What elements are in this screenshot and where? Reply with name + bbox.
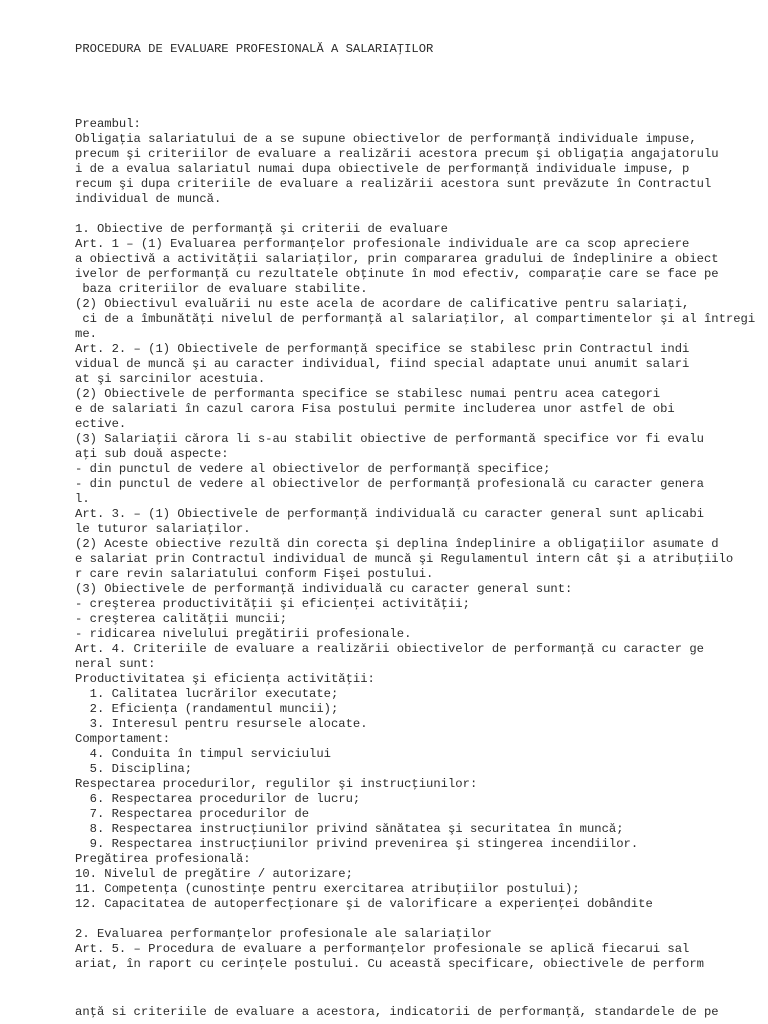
text-line: 4. Conduita în timpul serviciului (75, 747, 331, 761)
text-line: Respectarea procedurilor, regulilor şi instrucţiunilor: (75, 777, 478, 791)
blank-line (75, 912, 768, 927)
text-line: 1. Obiective de performanţă şi criterii de evaluare (75, 222, 448, 236)
text-line: individual de muncă. (75, 192, 222, 206)
text-line: - din punctul de vedere al obiectivelor de performanţă profesională cu caracter genera (75, 477, 704, 491)
text-line: ective. (75, 417, 127, 431)
text-line: 12. Capacitatea de autoperfecţionare şi de valorificare a experienţei dobândite (75, 897, 653, 911)
document-continuation-line: anţă si criteriile de evaluare a acestora, indicatorii de performanţă, standardele de pe (75, 1005, 719, 1019)
document-body (75, 12, 768, 1002)
text-line: (2) Obiectivul evaluării nu este acela de acordare de calificative pentru salariaţi, (75, 297, 690, 311)
text-line: e salariat prin Contractul individual de muncă şi Regulamentul intern cât şi a atribuţiilo (75, 552, 734, 566)
text-line: vidual de muncă şi au caracter individual, fiind special adaptate unui anumit salari (75, 357, 690, 371)
text-line: Art. 1 – (1) Evaluarea performanţelor profesionale individuale are ca scop apreciere (75, 237, 690, 251)
text-line: ariat, în raport cu cerinţele postului. Cu această specificare, obiectivele de perform (75, 957, 704, 971)
text-line: aţi sub două aspecte: (75, 447, 229, 461)
text-line: 8. Respectarea instrucţiunilor privind sănătatea şi securitatea în muncă; (75, 822, 624, 836)
text-line: me. (75, 327, 97, 341)
text-line: ivelor de performanţă cu rezultatele obţinute în mod efectiv, comparaţie care se face pe (75, 267, 719, 281)
text-line: (2) Aceste obiective rezultă din corecta şi deplina îndeplinire a obligaţiilor asumate d (75, 537, 719, 551)
text-line: - creşterea productivităţii şi eficienţei activităţii; (75, 597, 470, 611)
blank-line (75, 207, 768, 222)
text-line: baza criteriilor de evaluare stabilite. (75, 282, 368, 296)
text-line: (3) Salariaţii cărora li s-au stabilit obiective de performantă specifice vor fi evalu (75, 432, 704, 446)
text-line: 9. Respectarea instrucţiunilor privind prevenirea şi stingerea incendiilor. (75, 837, 639, 851)
text-line: (3) Obiectivele de performanţă individuală cu caracter general sunt: (75, 582, 573, 596)
text-line: Pregătirea profesională: (75, 852, 251, 866)
text-line: recum şi dupa criteriile de evaluare a realizării acestora sunt prevăzute în Contractul (75, 177, 712, 191)
text-line: - creşterea calităţii muncii; (75, 612, 288, 626)
text-line: 1. Calitatea lucrărilor executate; (75, 687, 339, 701)
text-line: at şi sarcinilor acestuia. (75, 372, 266, 386)
text-line: 2. Evaluarea performanţelor profesionale ale salariaţilor (75, 927, 492, 941)
text-line: i de a evalua salariatul numai dupa obiectivele de performanţă individuale impuse, p (75, 162, 690, 176)
text-line: 3. Interesul pentru resursele alocate. (75, 717, 368, 731)
text-line: Comportament: (75, 732, 171, 746)
text-line: r care revin salariatului conform Fişei postului. (75, 567, 434, 581)
document-lines (75, 117, 768, 972)
text-line: precum şi criteriilor de evaluare a realizării acestora precum şi obligaţia angajatorulu (75, 147, 719, 161)
text-line: neral sunt: (75, 657, 156, 671)
text-line: e de salariati în cazul carora Fisa postului permite includerea unor astfel de obi (75, 402, 675, 416)
document-title: PROCEDURA DE EVALUARE PROFESIONALĂ A SALARIAŢILOR (75, 42, 434, 56)
text-line: Art. 2. – (1) Obiectivele de performanţă specifice se stabilesc prin Contractul indi (75, 342, 690, 356)
text-line: 10. Nivelul de pregătire / autorizare; (75, 867, 353, 881)
text-line: Art. 5. – Procedura de evaluare a performanţelor profesionale se aplică fiecarui sal (75, 942, 690, 956)
text-line: ci de a îmbunătăţi nivelul de performanţă al salariaţilor, al compartimentelor şi al întregi (75, 312, 756, 326)
text-line: - din punctul de vedere al obiectivelor de performanţă specifice; (75, 462, 551, 476)
text-line: le tuturor salariaţilor. (75, 522, 251, 536)
text-line: Art. 3. – (1) Obiectivele de performanţă individuală cu caracter general sunt aplicabi (75, 507, 704, 521)
text-line: l. (75, 492, 90, 506)
text-line: a obiectivă a activităţii salariaţilor, prin compararea gradului de îndeplinire a obiect (75, 252, 719, 266)
text-line: Art. 4. Criteriile de evaluare a realizării obiectivelor de performanţă cu caracter ge (75, 642, 704, 656)
text-line: Productivitatea şi eficienţa activităţii: (75, 672, 375, 686)
text-line: (2) Obiectivele de performanta specifice se stabilesc numai pentru acea categori (75, 387, 661, 401)
text-line: - ridicarea nivelului pregătirii profesionale. (75, 627, 412, 641)
text-line: 11. Competenţa (cunostinţe pentru exercitarea atribuţiilor postului); (75, 882, 580, 896)
text-line: 2. Eficienţa (randamentul muncii); (75, 702, 339, 716)
text-line: Preambul: (75, 117, 141, 131)
text-line: 6. Respectarea procedurilor de lucru; (75, 792, 361, 806)
text-line: 5. Disciplina; (75, 762, 193, 776)
text-line: 7. Respectarea procedurilor de (75, 807, 310, 821)
text-line: Obligaţia salariatului de a se supune obiectivelor de performanţă individuale impuse, (75, 132, 697, 146)
